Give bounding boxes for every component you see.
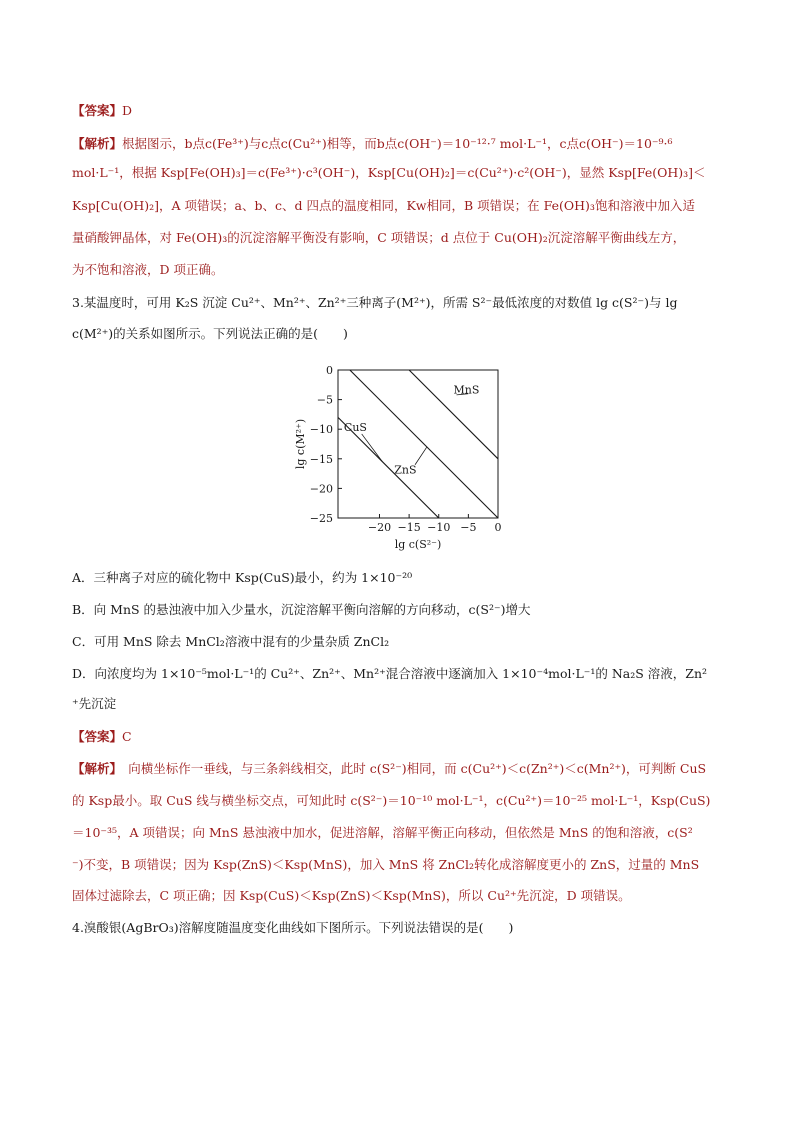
y-tick-label: −25 xyxy=(309,512,333,525)
series-label-zns: ZnS xyxy=(394,463,417,477)
analysis-2-line-3: ＝10⁻³⁵，A 项错误；向 MnS 悬浊液中加水，促进溶解，溶解平衡正向移动，但依然是 MnS 的饱和溶液，c(S² xyxy=(72,825,693,840)
option-d-line-2: ⁺先沉淀 xyxy=(72,696,117,711)
option-b: B．向 MnS 的悬浊液中加入少量水，沉淀溶解平衡向溶解的方向移动，c(S²⁻)增大 xyxy=(72,602,531,617)
y-tick-label: −15 xyxy=(309,452,333,466)
analysis-1-line-3: Ksp[Cu(OH)₂]，A 项错误；a、b、c、d 四点的温度相同，Kw相同，B 项错误；在 Fe(OH)₃饱和溶液中加入适 xyxy=(72,198,695,213)
answer-tag: 【答案】 xyxy=(72,103,123,118)
series-label-cus: CuS xyxy=(343,420,367,434)
y-tick-label: −20 xyxy=(309,482,333,496)
x-tick-label: −10 xyxy=(427,521,451,534)
x-tick-label: −5 xyxy=(460,521,477,534)
x-tick-label: 0 xyxy=(494,521,502,534)
analysis-tag: 【解析】 xyxy=(72,761,116,776)
question-3-line-1: 3.某温度时，可用 K₂S 沉淀 Cu²⁺、Mn²⁺、Zn²⁺三种离子(M²⁺)，所需 S²⁻最低浓度的对数值 lg c(S²⁻)与 lg xyxy=(72,295,678,310)
analysis-2-line-2: 的 Ksp最小。取 CuS 线与横坐标交点，可知此时 c(S²⁻)＝10⁻¹⁰ mol·L⁻¹，c(Cu²⁺)＝10⁻²⁵ mol·L⁻¹，Ksp(CuS) xyxy=(72,793,711,808)
analysis-tag: 【解析】 xyxy=(72,136,123,151)
x-tick-label: −15 xyxy=(397,521,421,534)
answer-2 xyxy=(72,729,722,745)
answer-value: D xyxy=(122,103,133,118)
answer-tag: 【答案】 xyxy=(72,729,123,744)
x-tick-label: −20 xyxy=(367,521,392,534)
y-axis-label: lg c(M²⁺) xyxy=(294,418,307,470)
analysis-2-text-1: 向横坐标作一垂线，与三条斜线相交，此时 c(S²⁻)相同，而 c(Cu²⁺)＜c(Zn²⁺)＜c(Mn²⁺)，可判断 CuS xyxy=(115,761,707,776)
analysis-2-line-5: 固体过滤除去，C 项正确；因 Ksp(CuS)＜Ksp(ZnS)＜Ksp(MnS)，所以 Cu²⁺先沉淀，D 项错误。 xyxy=(72,888,631,903)
question-4-line-1: 4.溴酸银(AgBrO₃)溶解度随温度变化曲线如下图所示。下列说法错误的是( ) xyxy=(72,920,514,935)
option-d-line-1: D．向浓度均为 1×10⁻⁵mol·L⁻¹的 Cu²⁺、Zn²⁺、Mn²⁺混合溶液中逐滴加入 1×10⁻⁴mol·L⁻¹的 Na₂S 溶液，Zn² xyxy=(72,666,708,681)
answer-1 xyxy=(72,103,722,119)
series-label-leader xyxy=(415,447,427,465)
y-tick-label: −10 xyxy=(309,423,333,437)
y-tick-label: −5 xyxy=(316,393,333,407)
y-tick-label: 0 xyxy=(326,364,333,377)
series-label-leader xyxy=(362,434,383,462)
analysis-1-line-2: mol·L⁻¹，根据 Ksp[Fe(OH)₃]＝c(Fe³⁺)·c³(OH⁻)，Ksp[Cu(OH)₂]＝c(Cu²⁺)·c²(OH⁻)，显然 Ksp[Fe(OH)₃]＜ xyxy=(72,165,706,180)
series-line-mns xyxy=(403,364,498,459)
option-c: C．可用 MnS 除去 MnCl₂溶液中混有的少量杂质 ZnCl₂ xyxy=(72,634,390,649)
analysis-1-line-5: 为不饱和溶液，D 项正确。 xyxy=(72,262,224,277)
option-a: A．三种离子对应的硫化物中 Ksp(CuS)最小，约为 1×10⁻²⁰ xyxy=(72,570,413,585)
analysis-1-text-1: 根据图示，b点c(Fe³⁺)与c点c(Cu²⁺)相等，而b点c(OH⁻)＝10⁻¹²·⁷ mol·L⁻¹，c点c(OH⁻)＝10⁻⁹·⁶ xyxy=(122,136,673,151)
analysis-2-line-1 xyxy=(72,761,722,777)
analysis-1-line-1 xyxy=(72,136,722,152)
question-3-line-2: c(M²⁺)的关系如图所示。下列说法正确的是( ) xyxy=(72,326,348,341)
series-label-mns: MnS xyxy=(453,383,480,397)
x-axis-label: lg c(S²⁻) xyxy=(394,538,442,551)
answer-value: C xyxy=(122,729,132,744)
solubility-chart xyxy=(290,360,520,555)
analysis-2-line-4: ⁻)不变，B 项错误；因为 Ksp(ZnS)＜Ksp(MnS)，加入 MnS 将 ZnCl₂转化成溶解度更小的 ZnS，过量的 MnS xyxy=(72,857,700,872)
analysis-1-line-4: 量硝酸钾晶体，对 Fe(OH)₃的沉淀溶解平衡没有影响，C 项错误；d 点位于 Cu(OH)₂沉淀溶解平衡曲线左方， xyxy=(72,230,686,245)
